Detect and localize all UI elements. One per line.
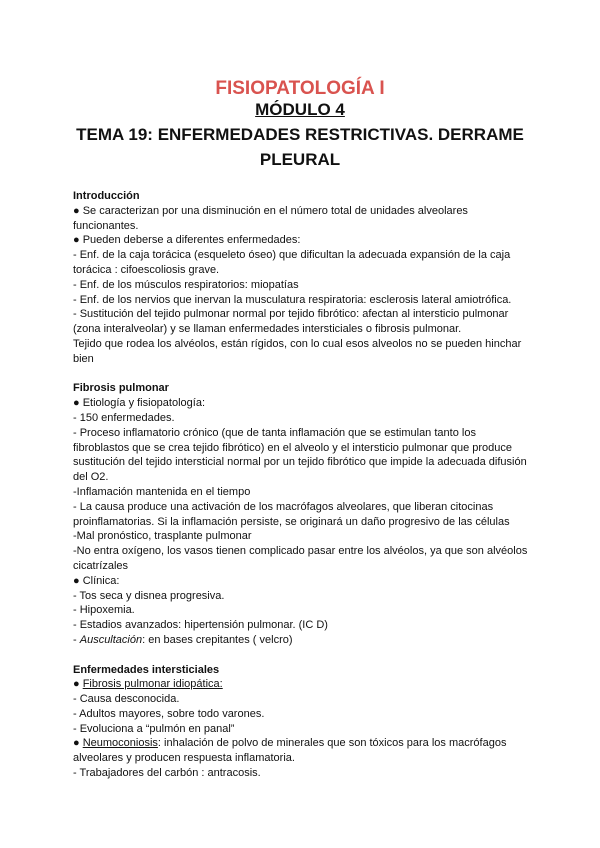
paragraph xyxy=(73,677,533,692)
topic-title: TEMA 19: ENFERMEDADES RESTRICTIVAS. DERRAME PLEURAL xyxy=(76,125,524,169)
neumoconiosis-text: : inhalación de polvo de minerales que son tóxicos para los macrófagos alveolares y producen respuesta inflamatoria. xyxy=(73,737,507,765)
auscultation-label: Auscultación xyxy=(79,633,143,646)
paragraph: ● Etiología y fisiopatología: xyxy=(73,397,205,410)
module-title: MÓDULO 4 xyxy=(255,100,345,119)
document-body xyxy=(73,189,533,796)
bullet: ● xyxy=(73,678,83,691)
paragraph: ● Clínica: xyxy=(73,574,120,587)
paragraph: - La causa produce una activación de los macrófagos alveolares, que liberan citocinas proinflamatorias. Si la inflamación persiste, se originará un daño progresivo de las células xyxy=(73,500,510,528)
section-fibrosis-pulmonar xyxy=(73,381,533,647)
paragraph: - Tos seca y disnea progresiva. xyxy=(73,589,225,602)
list-prefix: - xyxy=(73,633,80,646)
paragraph: Tejido que rodea los alvéolos, están rígidos, con lo cual esos alveolos no se pueden hinchar bien xyxy=(73,337,522,365)
paragraph: - Estadios avanzados: hipertensión pulmonar. (IC D) xyxy=(73,619,328,632)
ifp-label: Fibrosis pulmonar idiopática: xyxy=(82,678,223,691)
section-heading: Enfermedades intersticiales xyxy=(73,663,220,676)
paragraph: - Trabajadores del carbón : antracosis. xyxy=(73,767,261,780)
paragraph: - Sustitución del tejido pulmonar normal por tejido fibrótico: afectan al intersticio pulmonar (zona interalveolar) y se llaman enfermedades intersticiales o fibrosis pulmonar. xyxy=(73,308,509,336)
section-heading: Introducción xyxy=(73,190,140,202)
course-title: FISIOPATOLOGÍA I xyxy=(215,78,385,99)
paragraph: - Enf. de los nervios que inervan la musculatura respiratoria: esclerosis lateral amiotrófica. xyxy=(73,293,512,306)
paragraph: - Hipoxemia. xyxy=(73,604,135,617)
paragraph xyxy=(73,736,533,766)
paragraph: - Proceso inflamatorio crónico (que de tanta inflamación que se estimulan tanto los fibroblastos que se crea tejido fibrótico) en el alveolo y el intersticio pulmonar que produce sustitución del tejido intersticial normal por un tejido fibrótico que impide la adecuada difusión del O2. xyxy=(73,426,527,484)
neumoconiosis-label: Neumoconiosis xyxy=(82,737,158,750)
section-heading: Fibrosis pulmonar xyxy=(73,382,169,395)
paragraph xyxy=(73,633,533,648)
auscultation-text: : en bases crepitantes ( velcro) xyxy=(142,633,293,646)
paragraph: - Enf. de la caja torácica (esqueleto óseo) que dificultan la adecuada expansión de la caja torácica : cifoescoliosis grave. xyxy=(73,249,511,276)
paragraph: -Inflamación mantenida en el tiempo xyxy=(73,485,251,498)
section-enfermedades-intersticiales xyxy=(73,663,533,781)
bullet: ● xyxy=(73,737,83,750)
paragraph: ● Pueden deberse a diferentes enfermedades: xyxy=(73,234,301,247)
paragraph: - Adultos mayores, sobre todo varones. xyxy=(73,707,265,720)
paragraph: -Mal pronóstico, trasplante pulmonar xyxy=(73,530,252,543)
paragraph: ● Se caracterizan por una disminución en el número total de unidades alveolares funcionantes. xyxy=(73,204,468,232)
paragraph: - Enf. de los músculos respiratorios: miopatías xyxy=(73,278,299,291)
paragraph: -No entra oxígeno, los vasos tienen complicado pasar entre los alvéolos, ya que son alvéolos cicatrízales xyxy=(73,545,528,572)
paragraph: - Causa desconocida. xyxy=(73,693,180,706)
paragraph: - 150 enfermedades. xyxy=(73,411,175,424)
paragraph: - Evoluciona a “pulmón en panal” xyxy=(73,722,235,735)
section-introduccion xyxy=(73,189,533,367)
